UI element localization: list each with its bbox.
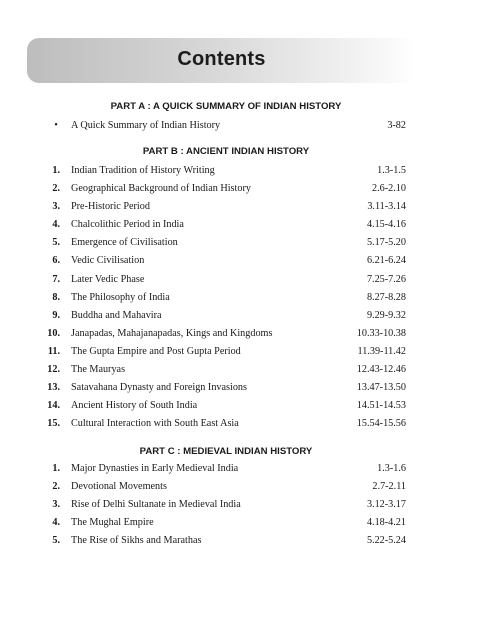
entry-title: Indian Tradition of History Writing <box>71 165 215 176</box>
entry-number: 1. <box>52 165 60 176</box>
entry-title: Vedic Civilisation <box>71 255 145 266</box>
entry-title: Emergence of Civilisation <box>71 237 178 248</box>
part-b-heading: PART B : ANCIENT INDIAN HISTORY <box>142 146 310 157</box>
entry-pages: 14.51-14.53 <box>356 400 406 411</box>
contents-banner <box>27 38 416 83</box>
entry-number: 15. <box>47 418 60 429</box>
entry-pages: 12.43-12.46 <box>356 364 406 375</box>
entry-title: Buddha and Mahavira <box>71 310 162 321</box>
toc-entry[interactable] <box>40 517 406 531</box>
entry-number: 9. <box>52 310 60 321</box>
toc-entry[interactable] <box>40 481 406 495</box>
entry-title: Devotional Movements <box>71 481 167 492</box>
entry-number: 5. <box>52 535 60 546</box>
toc-entry[interactable] <box>40 328 406 342</box>
entry-pages: 9.29-9.32 <box>366 310 406 321</box>
entry-title: The Philosophy of India <box>71 292 170 303</box>
entry-title: Chalcolithic Period in India <box>71 219 184 230</box>
toc-entry[interactable] <box>40 310 406 324</box>
entry-number: 4. <box>52 219 60 230</box>
entry-pages: 3-82 <box>387 120 406 131</box>
bullet-icon: • <box>54 120 58 131</box>
entry-number: 11. <box>47 346 60 357</box>
entry-title: Satavahana Dynasty and Foreign Invasions <box>71 382 247 393</box>
entry-pages: 4.15-4.16 <box>366 219 406 230</box>
toc-entry[interactable] <box>40 400 406 414</box>
entry-title: The Mauryas <box>71 364 126 375</box>
entry-title: Later Vedic Phase <box>71 274 145 285</box>
entry-title: Major Dynasties in Early Medieval India <box>71 463 239 474</box>
entry-title: The Rise of Sikhs and Marathas <box>71 535 202 546</box>
toc-entry[interactable] <box>40 499 406 513</box>
entry-pages: 13.47-13.50 <box>356 382 406 393</box>
toc-entry[interactable] <box>40 364 406 378</box>
toc-entry[interactable] <box>40 382 406 396</box>
toc-entry[interactable] <box>40 463 406 477</box>
entry-number: 5. <box>52 237 60 248</box>
entry-number: 10. <box>47 328 60 339</box>
toc-entry[interactable] <box>40 292 406 306</box>
entry-pages: 5.22-5.24 <box>366 535 406 546</box>
toc-entry[interactable] <box>40 219 406 233</box>
entry-title: Ancient History of South India <box>71 400 198 411</box>
toc-entry[interactable] <box>40 535 406 549</box>
toc-entry[interactable] <box>40 274 406 288</box>
toc-entry[interactable] <box>40 120 406 134</box>
entry-pages: 3.12-3.17 <box>366 499 406 510</box>
entry-title: The Gupta Empire and Post Gupta Period <box>71 346 241 357</box>
toc-entry[interactable] <box>40 165 406 179</box>
entry-pages: 1.3-1.6 <box>377 463 406 474</box>
entry-pages: 5.17-5.20 <box>366 237 406 248</box>
toc-entry[interactable] <box>40 183 406 197</box>
part-c-heading: PART C : MEDIEVAL INDIAN HISTORY <box>139 446 313 457</box>
entry-pages: 2.7-2.11 <box>372 481 406 492</box>
entry-pages: 4.18-4.21 <box>366 517 406 528</box>
page-title: Contents <box>177 48 266 70</box>
entry-number: 7. <box>52 274 60 285</box>
entry-title: A Quick Summary of Indian History <box>71 120 221 131</box>
entry-pages: 15.54-15.56 <box>356 418 406 429</box>
entry-number: 8. <box>52 292 60 303</box>
entry-number: 2. <box>52 183 60 194</box>
entry-pages: 8.27-8.28 <box>366 292 406 303</box>
entry-title: Rise of Delhi Sultanate in Medieval India <box>71 499 241 510</box>
entry-pages: 1.3-1.5 <box>377 165 406 176</box>
entry-number: 6. <box>52 255 60 266</box>
entry-title: The Mughal Empire <box>71 517 154 528</box>
entry-pages: 10.33-10.38 <box>356 328 406 339</box>
entry-pages: 7.25-7.26 <box>366 274 406 285</box>
entry-number: 1. <box>52 463 60 474</box>
part-a-heading: PART A : A QUICK SUMMARY OF INDIAN HISTORY <box>110 101 342 112</box>
entry-pages: 6.21-6.24 <box>366 255 406 266</box>
entry-title: Cultural Interaction with South East Asia <box>71 418 239 429</box>
entry-title: Geographical Background of Indian History <box>71 183 251 194</box>
entry-number: 14. <box>47 400 60 411</box>
entry-pages: 11.39-11.42 <box>357 346 406 357</box>
entry-number: 3. <box>52 499 60 510</box>
entry-title: Pre-Historic Period <box>71 201 150 212</box>
entry-number: 13. <box>47 382 60 393</box>
toc-entry[interactable] <box>40 255 406 269</box>
entry-number: 12. <box>47 364 60 375</box>
toc-entry[interactable] <box>40 237 406 251</box>
entry-number: 4. <box>52 517 60 528</box>
toc-entry[interactable] <box>40 418 406 432</box>
entry-number: 2. <box>52 481 60 492</box>
entry-pages: 3.11-3.14 <box>367 201 406 212</box>
entry-pages: 2.6-2.10 <box>372 183 406 194</box>
toc-entry[interactable] <box>40 346 406 360</box>
entry-number: 3. <box>52 201 60 212</box>
entry-title: Janapadas, Mahajanapadas, Kings and Kingdoms <box>71 328 273 339</box>
toc-entry[interactable] <box>40 201 406 215</box>
